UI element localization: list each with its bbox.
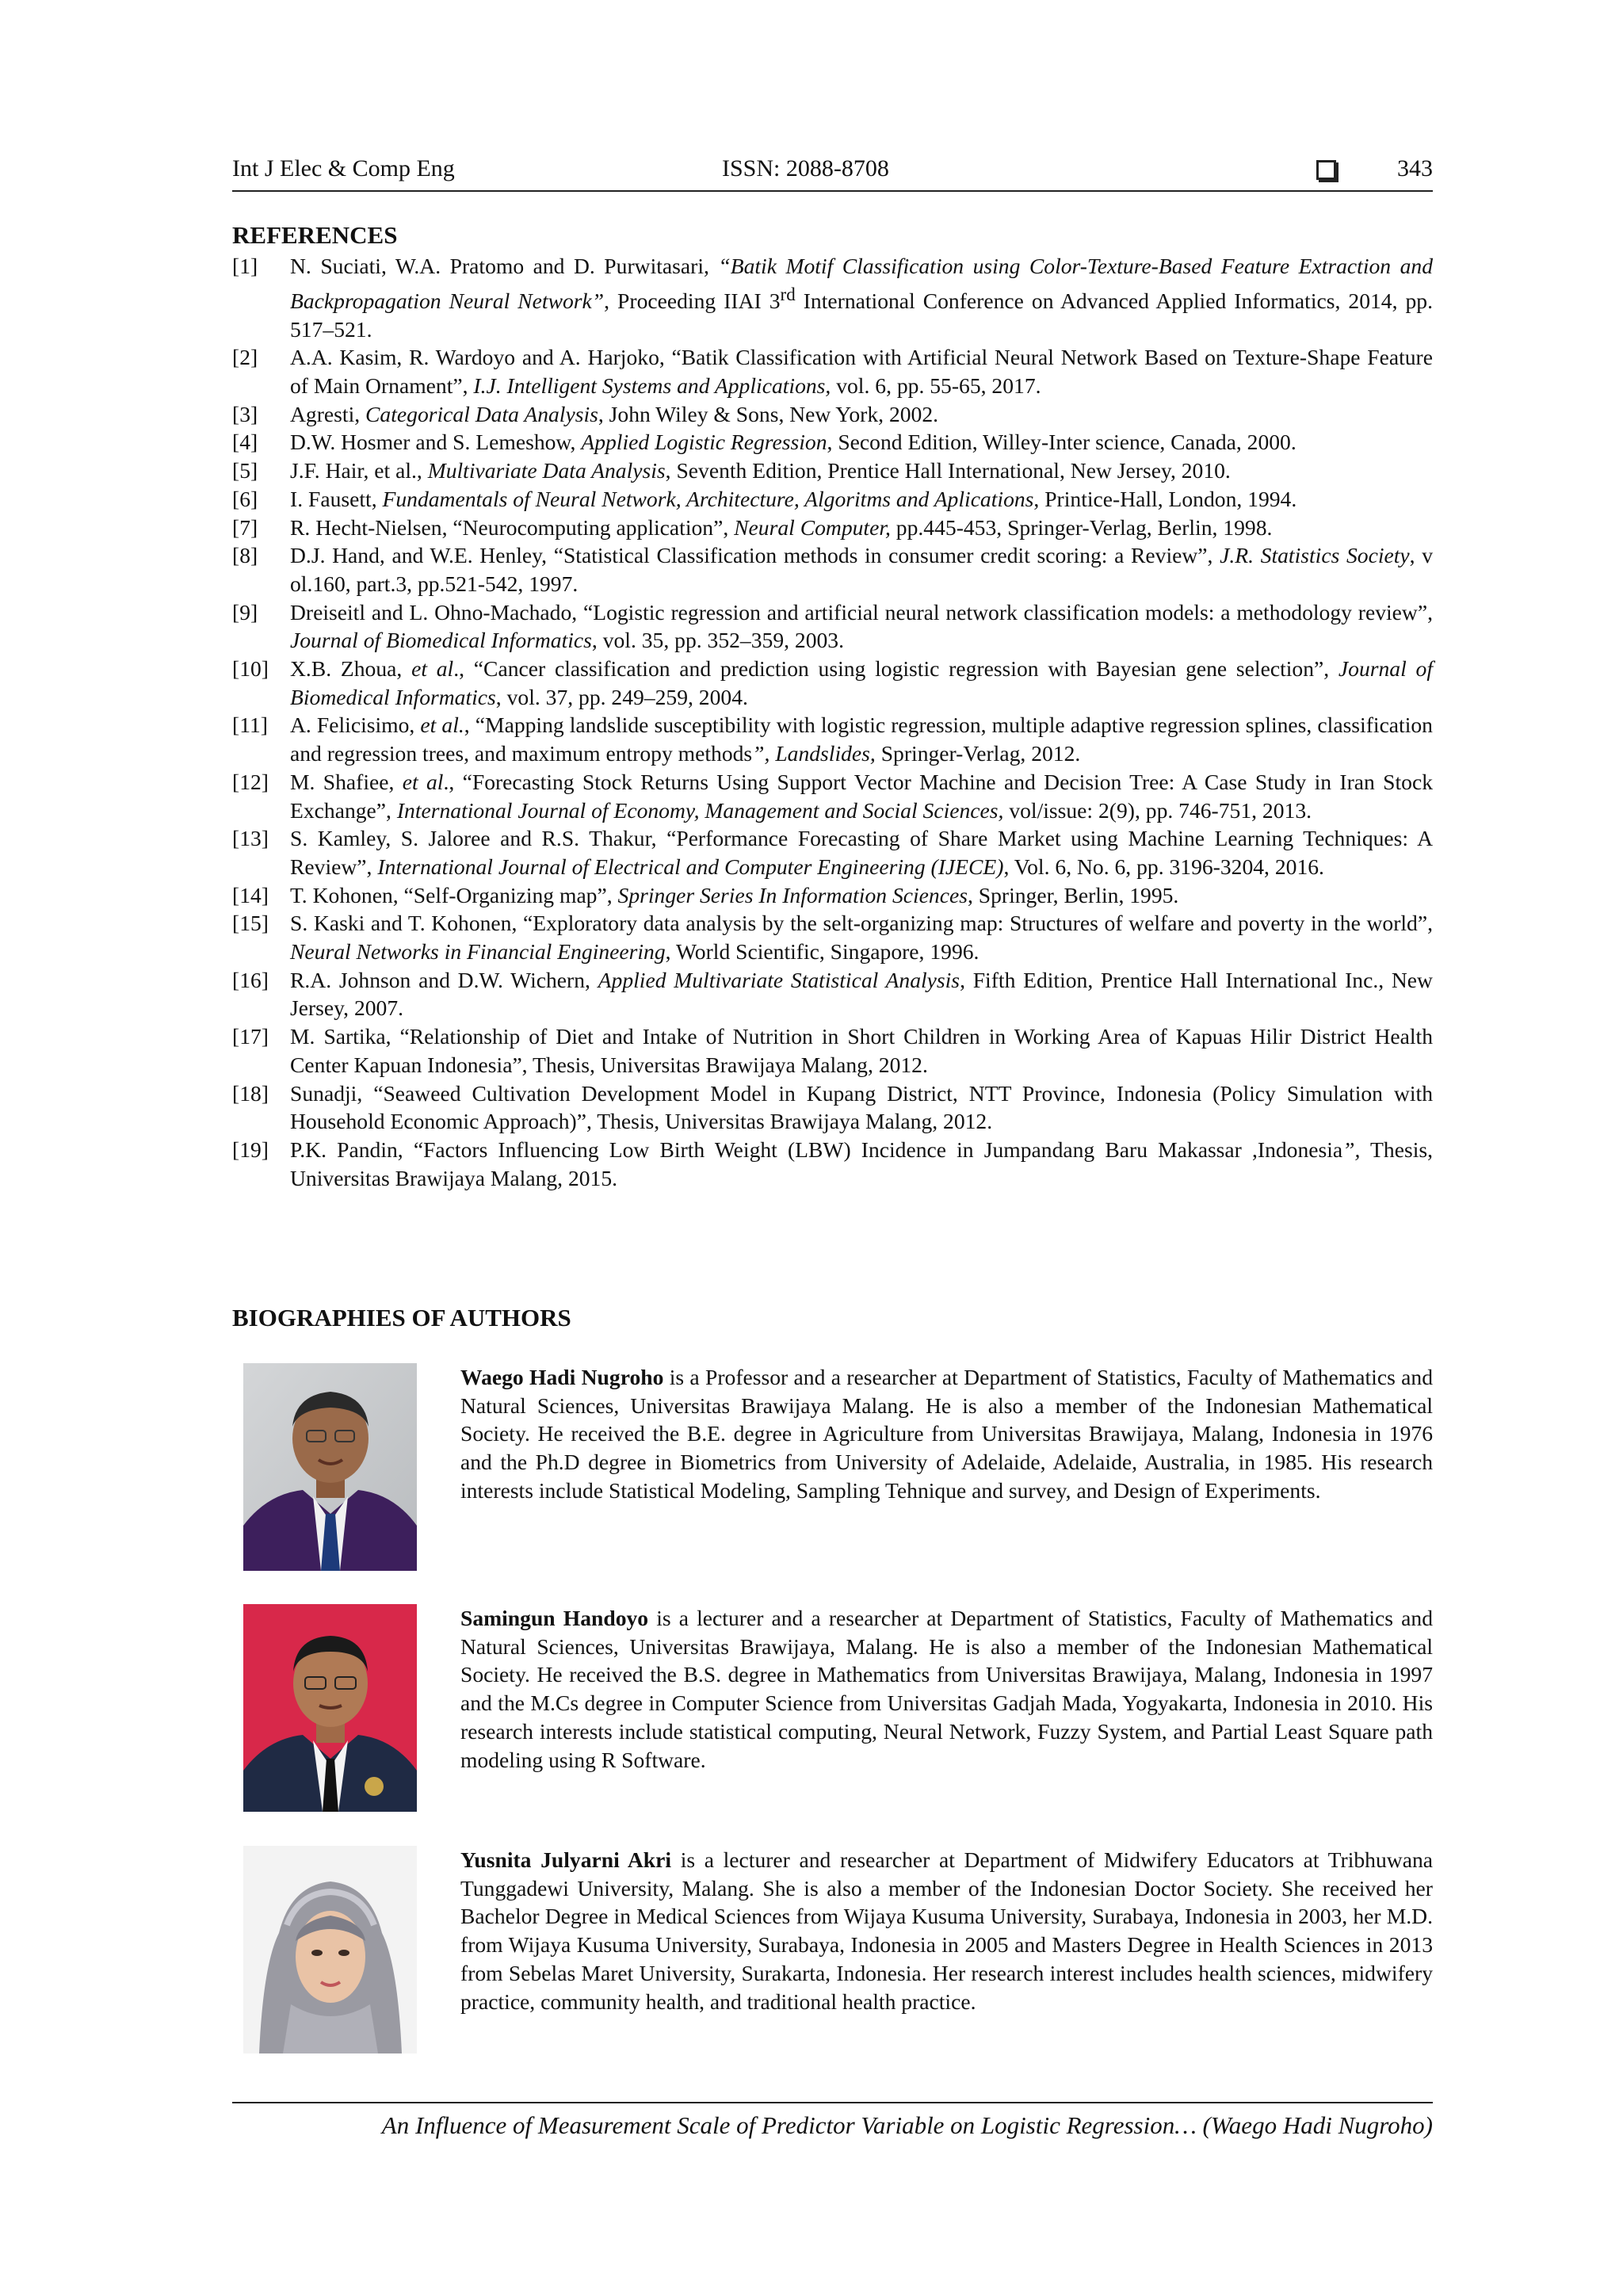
reference-item xyxy=(232,881,1433,910)
reference-text: et al xyxy=(411,656,454,682)
reference-text: Agresti, xyxy=(290,401,366,426)
reference-item xyxy=(232,485,1433,514)
reference-item xyxy=(232,428,1433,457)
reference-text: Neural Computer, xyxy=(734,514,891,540)
author-name-1: Waego Hadi Nugroho xyxy=(460,1365,664,1389)
reference-number: [14] xyxy=(232,882,269,907)
issn: ISSN: 2088-8708 xyxy=(722,155,889,181)
reference-text: ., “Cancer classification and prediction using logistic regression with Bayesian gene selection”, xyxy=(453,656,1338,682)
reference-text: A.A. Kasim, R. Wardoyo and A. Harjoko, “Batik Classification with Artificial Neural Network Based on Texture-Shape Feature of Main Ornament”, xyxy=(290,345,1433,398)
reference-text: pp.445-453, Springer-Verlag, Berlin, 1998. xyxy=(890,514,1273,540)
reference-item xyxy=(232,711,1433,767)
biography-body-2: is a lecturer and a researcher at Department of Statistics, Faculty of Mathematics and Natural Sciences, Universitas Brawijaya, Malang. He is also a member of the Indonesian Mathematical Society. He received the B.S. degree in Mathematics from Universitas Brawijaya, Malang, Indonesia in 1997 and the M.Cs degree in Computer Science from Universitas Gadjah Mada, Yogyakarta, Indonesia in 2010. His research interests include statistical computing, Neural Network, Fuzzy System, and Partial Least Square path modeling using R Software. xyxy=(460,1606,1433,1772)
reference-text: et al. xyxy=(420,712,464,738)
reference-text: , Seventh Edition, Prentice Hall International, New Jersey, 2010. xyxy=(665,458,1231,483)
reference-text: ”, xyxy=(1342,1137,1361,1162)
reference-text: I.J. Intelligent Systems and Applications, xyxy=(473,373,831,398)
reference-number: [17] xyxy=(232,1024,269,1049)
reference-text: R.A. Johnson and D.W. Wichern, xyxy=(290,967,598,992)
reference-item xyxy=(232,457,1433,485)
reference-text: Dreiseitl and L. Ohno-Machado, “Logistic regression and artificial neural network classification models: a methodology review”, xyxy=(290,599,1433,625)
author-photo-3 xyxy=(243,1846,417,2053)
author-name-2: Samingun Handoyo xyxy=(460,1606,649,1630)
reference-text: , John Wiley & Sons, New York, 2002. xyxy=(598,401,939,426)
reference-text: Categorical Data Analysis xyxy=(365,401,598,426)
biography-text-3 xyxy=(460,1846,1433,2015)
reference-text: rd xyxy=(780,284,796,304)
reference-text: vol/issue: 2(9), pp. 746-751, 2013. xyxy=(1003,797,1312,823)
reference-item xyxy=(232,598,1433,655)
reference-text: A. Felicisimo, xyxy=(290,712,421,738)
reference-text: ”, Landslides, xyxy=(752,741,876,766)
reference-item xyxy=(232,541,1433,598)
author-photo-2 xyxy=(243,1604,417,1812)
reference-text: , Proceeding IIAI 3 xyxy=(604,288,781,313)
reference-text: “Batik Motif Classification using Color-Texture-Based Feature Extraction and Backpropagation Neural Network” xyxy=(290,254,1433,313)
reference-item xyxy=(232,1136,1433,1192)
reference-text: , Springer, Berlin, 1995. xyxy=(967,882,1179,907)
reference-text: International Conference on Advanced Applied Informatics, 2014, pp. 517–521. xyxy=(290,288,1433,342)
reference-text: , vol. 37, pp. 249–259, 2004. xyxy=(495,684,748,709)
biography-body-3: is a lecturer and researcher at Department of Midwifery Educators at Tribhuwana Tunggadewi University, Malang. She is also a member of the Indonesian Doctor Society. She received her Bachelor Degree in Medical Sciences from Wijaya Kusuma University, Surabaya, Indonesia in 2003, her M.D. from Wijaya Kusuma University, Surabaya, Indonesia in 2005 and Masters Degree in Health Sciences in 2013 from Sebelas Maret University, Surakarta, Indonesia. Her research interest includes health sciences, midwifery practice, community health, and traditional health practice. xyxy=(460,1847,1433,2014)
reference-item xyxy=(232,252,1433,343)
reference-number: [2] xyxy=(232,345,258,370)
reference-text: Applied Multivariate Statistical Analysis xyxy=(598,967,960,992)
reference-text: S. Kamley, S. Jaloree and R.S. Thakur, “Performance Forecasting of Share Market using Machine Learning Techniques: A Review”, xyxy=(290,826,1433,879)
reference-number: [18] xyxy=(232,1080,269,1106)
reference-number: [1] xyxy=(232,254,258,278)
reference-text: I. Fausett, xyxy=(290,486,383,511)
reference-text: Journal of Biomedical Informatics xyxy=(290,628,592,653)
reference-text: R. Hecht-Nielsen, “Neurocomputing application”, xyxy=(290,514,735,540)
biography-body-1: is a Professor and a researcher at Department of Statistics, Faculty of Mathematics and Natural Sciences, Universitas Brawijaya Malang. He is also a member of the Indonesian Mathematical Society. He received the B.E. degree in Agriculture from Universitas Brawijaya, Malang, Indonesia in 1976 and the Ph.D degree in Biometrics from University of Adelaide, Adelaide, Australia, in 1985. His research interests include Statistical Modeling, Sampling Tehnique and survey, and Design of Experiments. xyxy=(460,1365,1433,1503)
reference-text: Applied Logistic Regression xyxy=(581,430,827,455)
biographies-heading: BIOGRAPHIES OF AUTHORS xyxy=(232,1304,571,1331)
author-photo-1 xyxy=(243,1363,417,1571)
reference-number: [6] xyxy=(232,486,258,511)
reference-number: [10] xyxy=(232,656,269,682)
reference-number: [13] xyxy=(232,826,269,851)
reference-text: M. Sartika, “Relationship of Diet and Intake of Nutrition in Short Children in Working Area of Kapuas Hilir District Health Center Kapuan Indonesia”, Thesis, Universitas Brawijaya Malang, 2012. xyxy=(290,1024,1433,1077)
reference-text: P.K. Pandin, “Factors Influencing Low Birth Weight (LBW) Incidence in Jumpandang Baru Makassar ,Indonesia xyxy=(290,1137,1343,1162)
reference-number: [4] xyxy=(232,430,258,455)
reference-item xyxy=(232,514,1433,542)
reference-text: Neural Networks in Financial Engineering xyxy=(290,939,666,965)
reference-item xyxy=(232,655,1433,711)
biography-text-1 xyxy=(460,1363,1433,1505)
reference-text: D.J. Hand, and W.E. Henley, “Statistical Classification methods in consumer credit scoring: a Review”, xyxy=(290,543,1220,568)
checkbox-icon xyxy=(1316,160,1336,180)
author-name-3: Yusnita Julyarni Akri xyxy=(460,1847,672,1872)
reference-text: ., “Forecasting Stock Returns Using Support Vector Machine and Decision Tree: A Case Study in Iran Stock Exchange”, xyxy=(290,769,1433,823)
reference-text: , Second Edition, Willey-Inter science, Canada, 2000. xyxy=(827,430,1296,455)
reference-item xyxy=(232,909,1433,965)
reference-item xyxy=(232,768,1433,824)
reference-text: , World Scientific, Singapore, 1996. xyxy=(665,939,980,965)
reference-item xyxy=(232,400,1433,429)
reference-text: D.W. Hosmer and S. Lemeshow, xyxy=(290,430,582,455)
reference-number: [7] xyxy=(232,514,258,540)
reference-text: S. Kaski and T. Kohonen, “Exploratory data analysis by the selt-organizing map: Structures of welfare and poverty in the world”, xyxy=(290,911,1433,936)
journal-name: Int J Elec & Comp Eng xyxy=(232,155,455,181)
reference-item xyxy=(232,966,1433,1022)
reference-text: Journal of Biomedical Informatics xyxy=(290,656,1433,709)
reference-text: T. Kohonen, “Self-Organizing map”, xyxy=(290,882,618,907)
reference-text: vol. 6, pp. 55-65, 2017. xyxy=(831,373,1041,398)
reference-text: Fundamentals of Neural Network, Architecture, Algoritms and Aplications xyxy=(382,486,1034,511)
reference-text: International Journal of Economy, Management and Social Sciences, xyxy=(396,797,1004,823)
reference-item xyxy=(232,1079,1433,1136)
reference-text: Thesis, Universitas Brawijaya Malang, 2015. xyxy=(290,1137,1433,1190)
reference-text: M. Shafiee, xyxy=(290,769,403,794)
reference-number: [15] xyxy=(232,911,269,936)
running-header xyxy=(232,152,1433,192)
reference-text: et al xyxy=(402,769,444,794)
page-number: 343 xyxy=(1397,155,1433,181)
reference-item xyxy=(232,343,1433,399)
reference-number: [9] xyxy=(232,599,258,625)
reference-number: [16] xyxy=(232,967,269,992)
reference-text: , vol. 35, pp. 352–359, 2003. xyxy=(591,628,845,653)
reference-number: [12] xyxy=(232,769,269,794)
reference-number: [11] xyxy=(232,712,268,738)
references-heading: REFERENCES xyxy=(232,221,398,249)
reference-text: , Printice-Hall, London, 1994. xyxy=(1033,486,1297,511)
reference-text: , Fifth Edition, Prentice Hall International Inc., New Jersey, 2007. xyxy=(290,967,1433,1021)
biography-text-2 xyxy=(460,1604,1433,1774)
reference-number: [8] xyxy=(232,543,258,568)
reference-text: Springer Series In Information Sciences xyxy=(617,882,968,907)
reference-text: J.F. Hair, et al., xyxy=(290,458,428,483)
reference-number: [5] xyxy=(232,458,258,483)
reference-text: J.R. Statistics Society xyxy=(1220,543,1410,568)
reference-item xyxy=(232,1022,1433,1079)
running-footer: An Influence of Measurement Scale of Predictor Variable on Logistic Regression… (Waego Hadi Nugroho) xyxy=(232,2102,1433,2140)
reference-number: [19] xyxy=(232,1137,269,1162)
reference-text: , “Mapping landslide susceptibility with logistic regression, multiple adaptive regression splines, classification and regression trees, and maximum entropy methods xyxy=(290,712,1433,766)
reference-text: N. Suciati, W.A. Pratomo and D. Purwitasari, xyxy=(290,254,719,278)
reference-number: [3] xyxy=(232,401,258,426)
reference-item xyxy=(232,824,1433,881)
reference-text: X.B. Zhoua, xyxy=(290,656,412,682)
reference-text: Sunadji, “Seaweed Cultivation Development Model in Kupang District, NTT Province, Indonesia (Policy Simulation with Household Economic Approach)”, Thesis, Universitas Brawijaya Malang, 2012. xyxy=(290,1080,1433,1134)
reference-text: , v ol.160, part.3, pp.521-542, 1997. xyxy=(290,543,1434,596)
reference-text: Springer-Verlag, 2012. xyxy=(875,741,1081,766)
reference-text: , Vol. 6, No. 6, pp. 3196-3204, 2016. xyxy=(1003,854,1324,879)
reference-list xyxy=(232,252,1433,1192)
reference-text: International Journal of Electrical and Computer Engineering (IJECE) xyxy=(377,854,1004,879)
reference-text: Multivariate Data Analysis xyxy=(427,458,666,483)
